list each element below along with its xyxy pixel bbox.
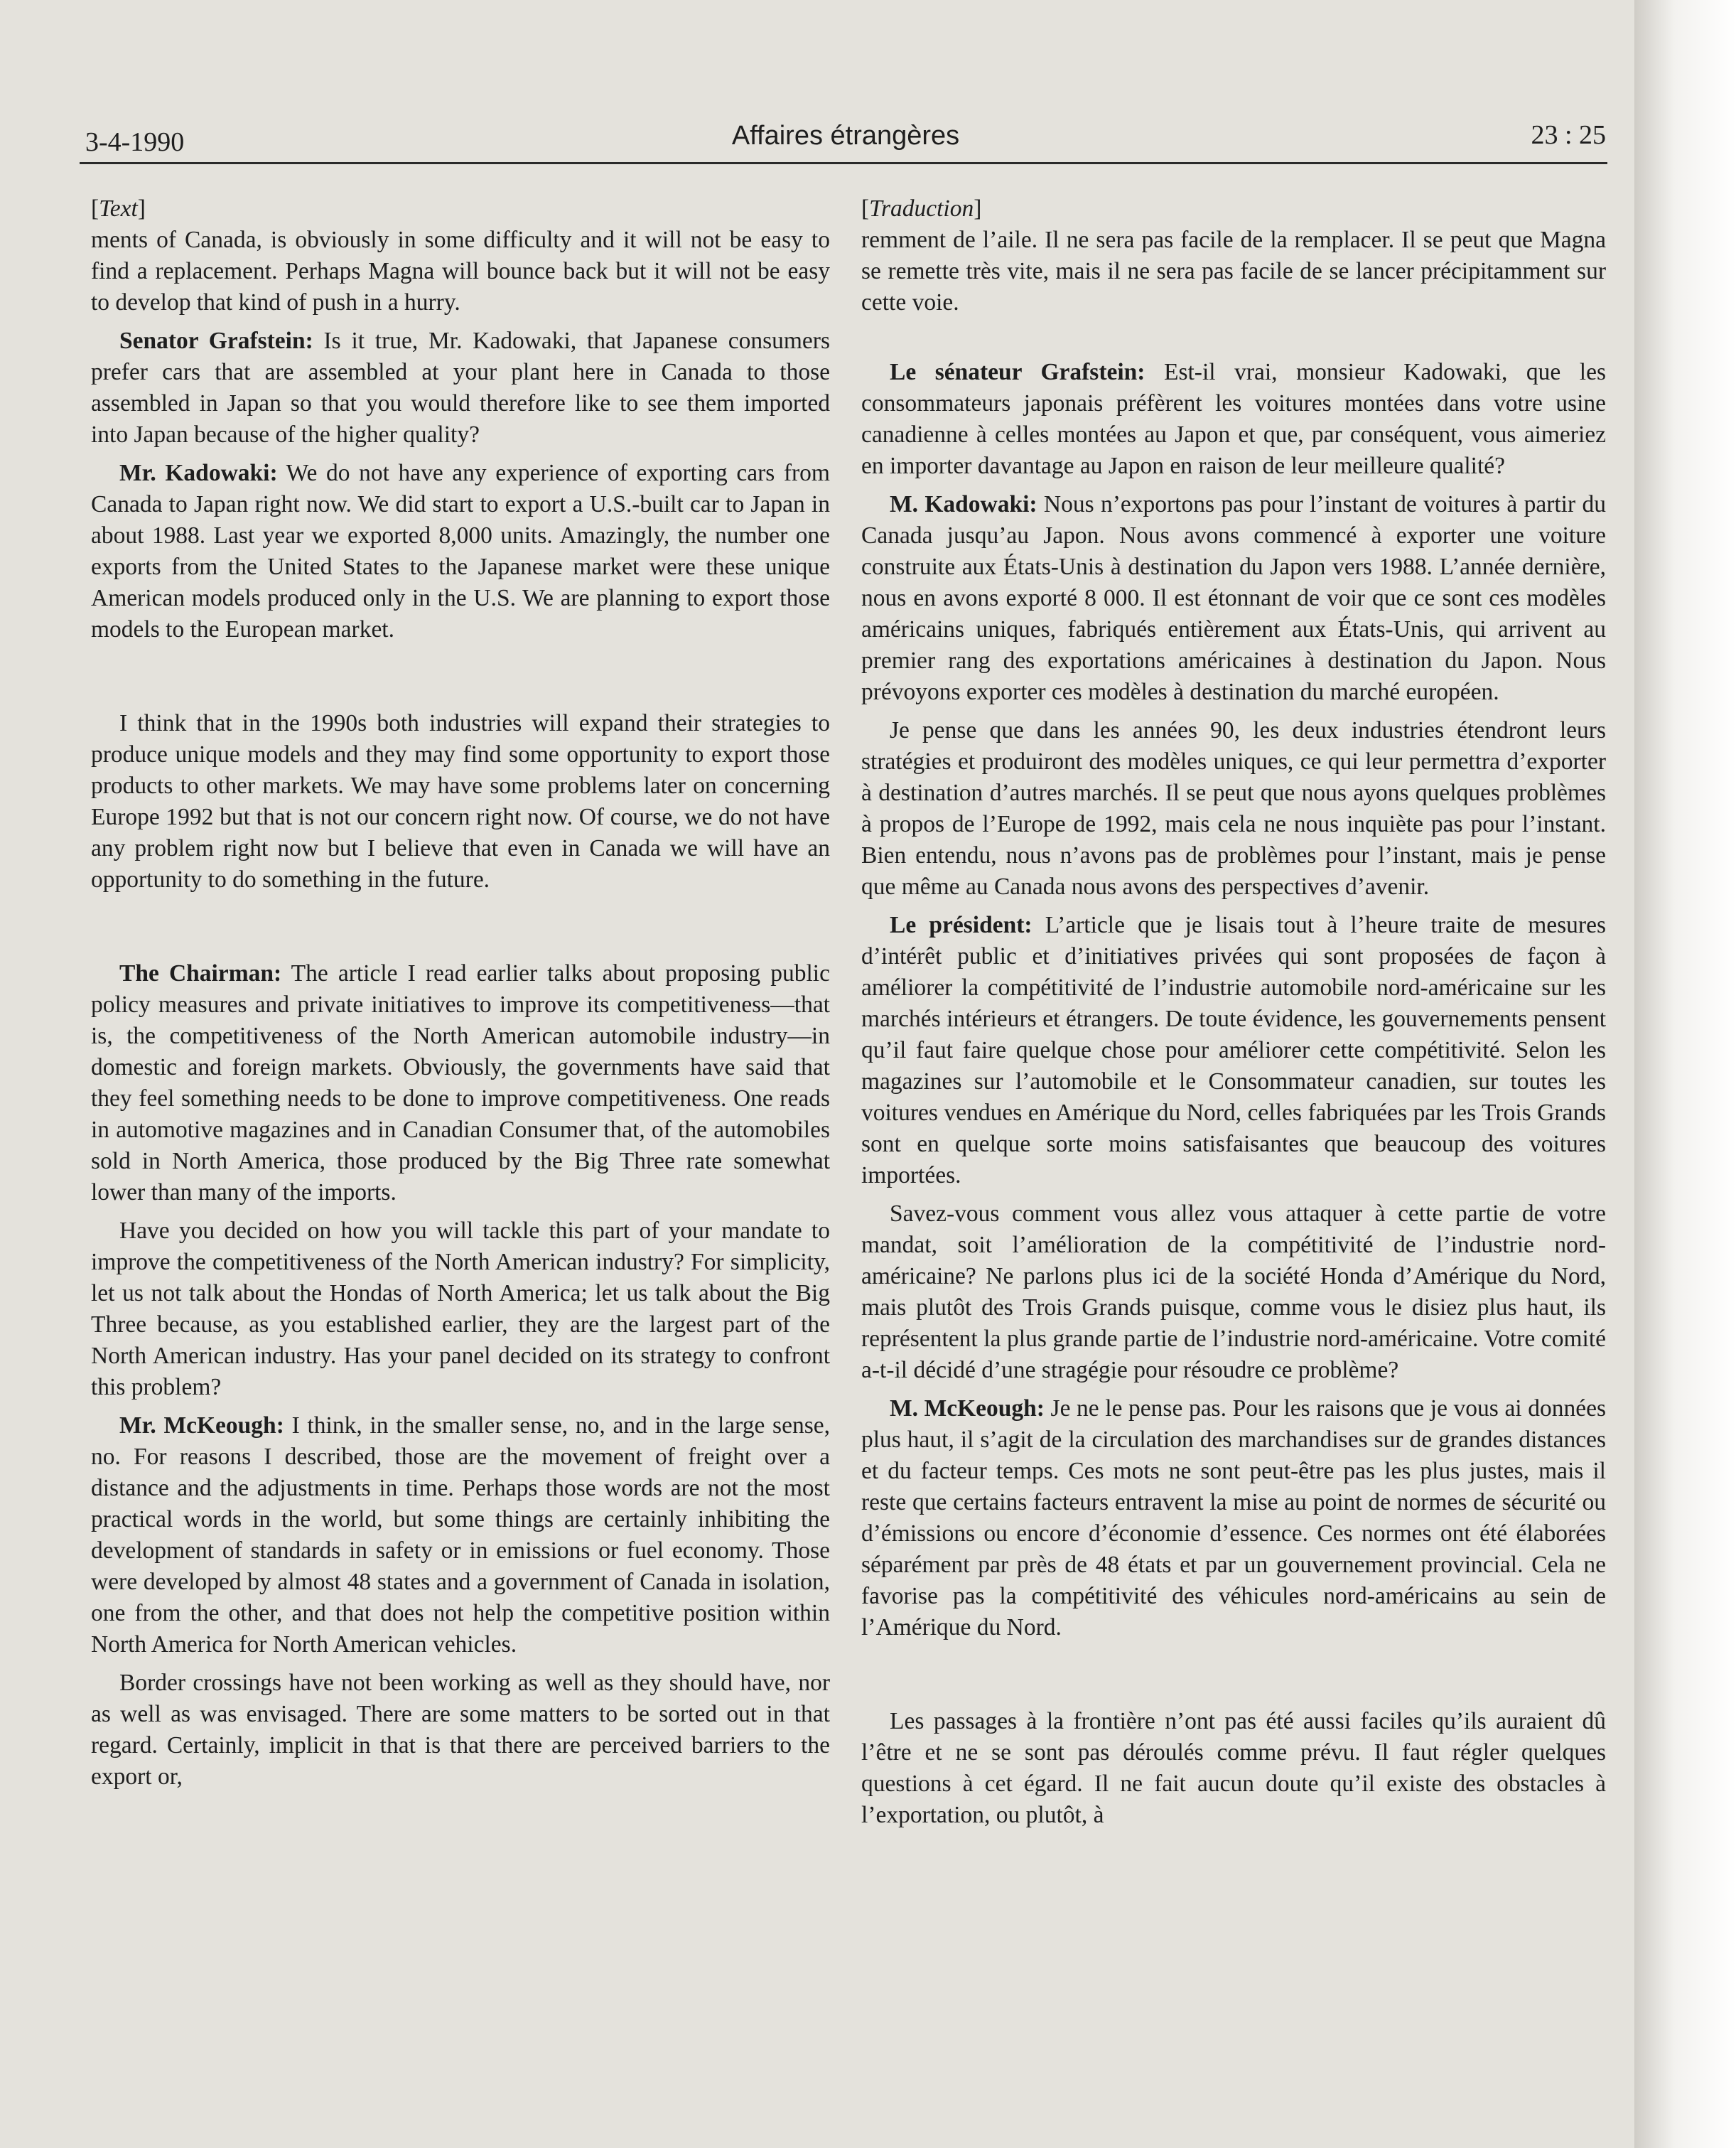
page-binding-edge <box>1634 0 1736 2148</box>
running-header <box>85 119 1606 165</box>
header-rule <box>80 162 1607 164</box>
paragraph-speaker: Le président: L’article que je lisais tout à l’heure traite de mesures d’intérêt public et d’initiatives privées qui sont proposées de façon à améliorer la compétitivité de l’industrie automobile nord-américaine sur les marchés intérieurs et étrangers. De toute évidence, les gouvernements pensent qu’il faut faire quelque chose pour améliorer cette compétitivité. Selon les magazines sur l’automobile et le Consommateur canadien, sur toutes les voitures vendues en Amérique du Nord, celles fabriquées par les Trois Grands sont en quelque sorte moins satisfaisantes que beaucoup des voitures importées. <box>861 912 1606 1188</box>
speaker-name: Le sénateur Grafstein: <box>890 359 1145 385</box>
paragraph-speaker: Senator Grafstein: Is it true, Mr. Kadowaki, that Japanese consumers prefer cars that are assembled at your plant here in Canada to those assembled in Japan so that you would therefore like to see them imported into Japan because of the higher quality? <box>91 328 830 448</box>
paragraph: Savez-vous comment vous allez vous attaquer à cette partie de votre mandat, soit l’amélioration de la compétitivité de l’industrie nord-américaine? Ne parlons plus ici de la société Honda d’Amérique du Nord, mais plutôt des Trois Grands puisque, comme vous le disiez plus haut, ils représentent la plus grande partie de l’industrie nord-américaine. Votre comité a-t-il décidé d’une stragégie pour résoudre ce problème? <box>861 1201 1606 1383</box>
paragraph: I think that in the 1990s both industries will expand their strategies to produce unique models and they may find some opportunity to export those products to other markets. We may have some problems later on concerning Europe 1992 but that is not our concern right now. Of course, we do not have any problem right now but I believe that even in Canada we will have an opportunity to do something in the future. <box>91 710 830 893</box>
paragraph: Have you decided on how you will tackle this part of your mandate to improve the competitiveness of the North American industry? For simplicity, let us not talk about the Hondas of North America; let us talk about the Big Three because, as you established earlier, they are the largest part of the North American industry. Has your panel decided on its strategy to confront this problem? <box>91 1218 830 1400</box>
speaker-name: M. McKeough: <box>890 1395 1045 1422</box>
english-column <box>91 193 830 1793</box>
speaker-name: Mr. Kadowaki: <box>119 460 278 486</box>
paragraph-speaker: M. McKeough: Je ne le pense pas. Pour les raisons que je vous ai données plus haut, il s’agit de la circulation des marchandises sur de grandes distances et du facteur temps. Ces mots ne sont peut-être pas les plus justes, mais il reste que certains facteurs entravent la mise au point de normes de sécurité ou d’émissions ou encore d’économie d’essence. Ces normes ont été élaborées séparément par près de 48 états et par un gouvernement provincial. Cela ne favorise pas la compétitivité des véhicules nord-américains au sein de l’Amérique du Nord. <box>861 1395 1606 1640</box>
paragraph-speaker: Mr. McKeough: I think, in the smaller sense, no, and in the large sense, no. For reasons I described, those are the movement of freight over a distance and the adjustments in time. Perhaps those words are not the most practical words in the world, but some things are certainly inhibiting the development of standards in safety or in emissions or fuel economy. Those were developed by almost 48 states and a government of Canada in isolation, one from the other, and that does not help the competitive position within North America for North American vehicles. <box>91 1412 830 1658</box>
paragraph-speaker: Mr. Kadowaki: We do not have any experience of exporting cars from Canada to Japan right now. We did start to export a U.S.-built car to Japan in about 1988. Last year we exported 8,000 units. Amazingly, the number one exports from the United States to the Japanese market were these unique American models produced only in the U.S. We are planning to export those models to the European market. <box>91 460 830 643</box>
column-label-text: [Text] <box>91 195 146 222</box>
speaker-name: Mr. McKeough: <box>119 1412 284 1439</box>
paragraph: Je pense que dans les années 90, les deux industries étendront leurs stratégies et produiront des modèles uniques, ce qui leur permettra d’exporter à destination d’autres marchés. Il se peut que nous ayons quelques problèmes à propos de l’Europe de 1992, mais cela ne nous inquiète pas pour l’instant. Bien entendu, nous n’avons pas de problèmes pour l’instant, mais je pense que même au Canada nous avons des perspectives d’avenir. <box>861 717 1606 900</box>
speaker-name: Le président: <box>890 912 1033 938</box>
paragraph-speaker: M. Kadowaki: Nous n’exportons pas pour l’instant de voitures à partir du Canada jusqu’au Japon. Nous avons commencé à exporter une voiture construite aux États-Unis à destination du Japon vers 1988. L’année dernière, nous en avons exporté 8 000. Il est étonnant de voir que ce sont ces modèles américains uniques, fabriqués entièrement aux États-Unis, qui arrivent au premier rang des exportations américaines à destination du Japon. Nous prévoyons exporter ces modèles à destination du marché européen. <box>861 491 1606 705</box>
speaker-name: M. Kadowaki: <box>890 491 1037 517</box>
header-journal-title: Affaires étrangères <box>731 121 960 151</box>
paragraph: Border crossings have not been working as well as they should have, nor as well as was envisaged. There are some matters to be sorted out in that regard. Certainly, implicit in that is that there are perceived barriers to the export or, <box>91 1670 830 1790</box>
french-column <box>861 193 1606 1831</box>
paragraph: remment de l’aile. Il ne sera pas facile de la remplacer. Il se peut que Magna se remette très vite, mais il ne sera pas facile de se lancer précipitamment sur cette voie. <box>861 227 1606 316</box>
header-page-number: 23 : 25 <box>1531 120 1606 150</box>
paragraph: ments of Canada, is obviously in some difficulty and it will not be easy to find a replacement. Perhaps Magna will bounce back but it will not be easy to develop that kind of push in a hurry. <box>91 227 830 316</box>
column-label-traduction: [Traduction] <box>861 195 982 222</box>
speaker-name: The Chairman: <box>119 960 282 987</box>
paragraph-speaker: The Chairman: The article I read earlier talks about proposing public policy measures and private initiatives to improve its competitiveness—that is, the competitiveness of the North American automobile industry—in domestic and foreign markets. Obviously, the governments have said that they feel something needs to be done to improve competitiveness. One reads in automotive magazines and in Canadian Consumer that, of the automobiles sold in North America, those produced by the Big Three rate somewhat lower than many of the imports. <box>91 960 830 1205</box>
paragraph: Les passages à la frontière n’ont pas été aussi faciles qu’ils auraient dû l’être et ne se sont pas déroulés comme prévu. Il faut régler quelques questions à cet égard. Il ne fait aucun doute qu’il existe des obstacles à l’exportation, ou plutôt, à <box>861 1708 1606 1828</box>
paragraph-speaker: Le sénateur Grafstein: Est-il vrai, monsieur Kadowaki, que les consommateurs japonais préfèrent les voitures montées dans votre usine canadienne à celles montées au Japon et que, par conséquent, vous aimeriez en importer davantage au Japon en raison de leur meilleure qualité? <box>861 359 1606 479</box>
header-date: 3-4-1990 <box>85 127 185 157</box>
speaker-name: Senator Grafstein: <box>119 328 313 354</box>
